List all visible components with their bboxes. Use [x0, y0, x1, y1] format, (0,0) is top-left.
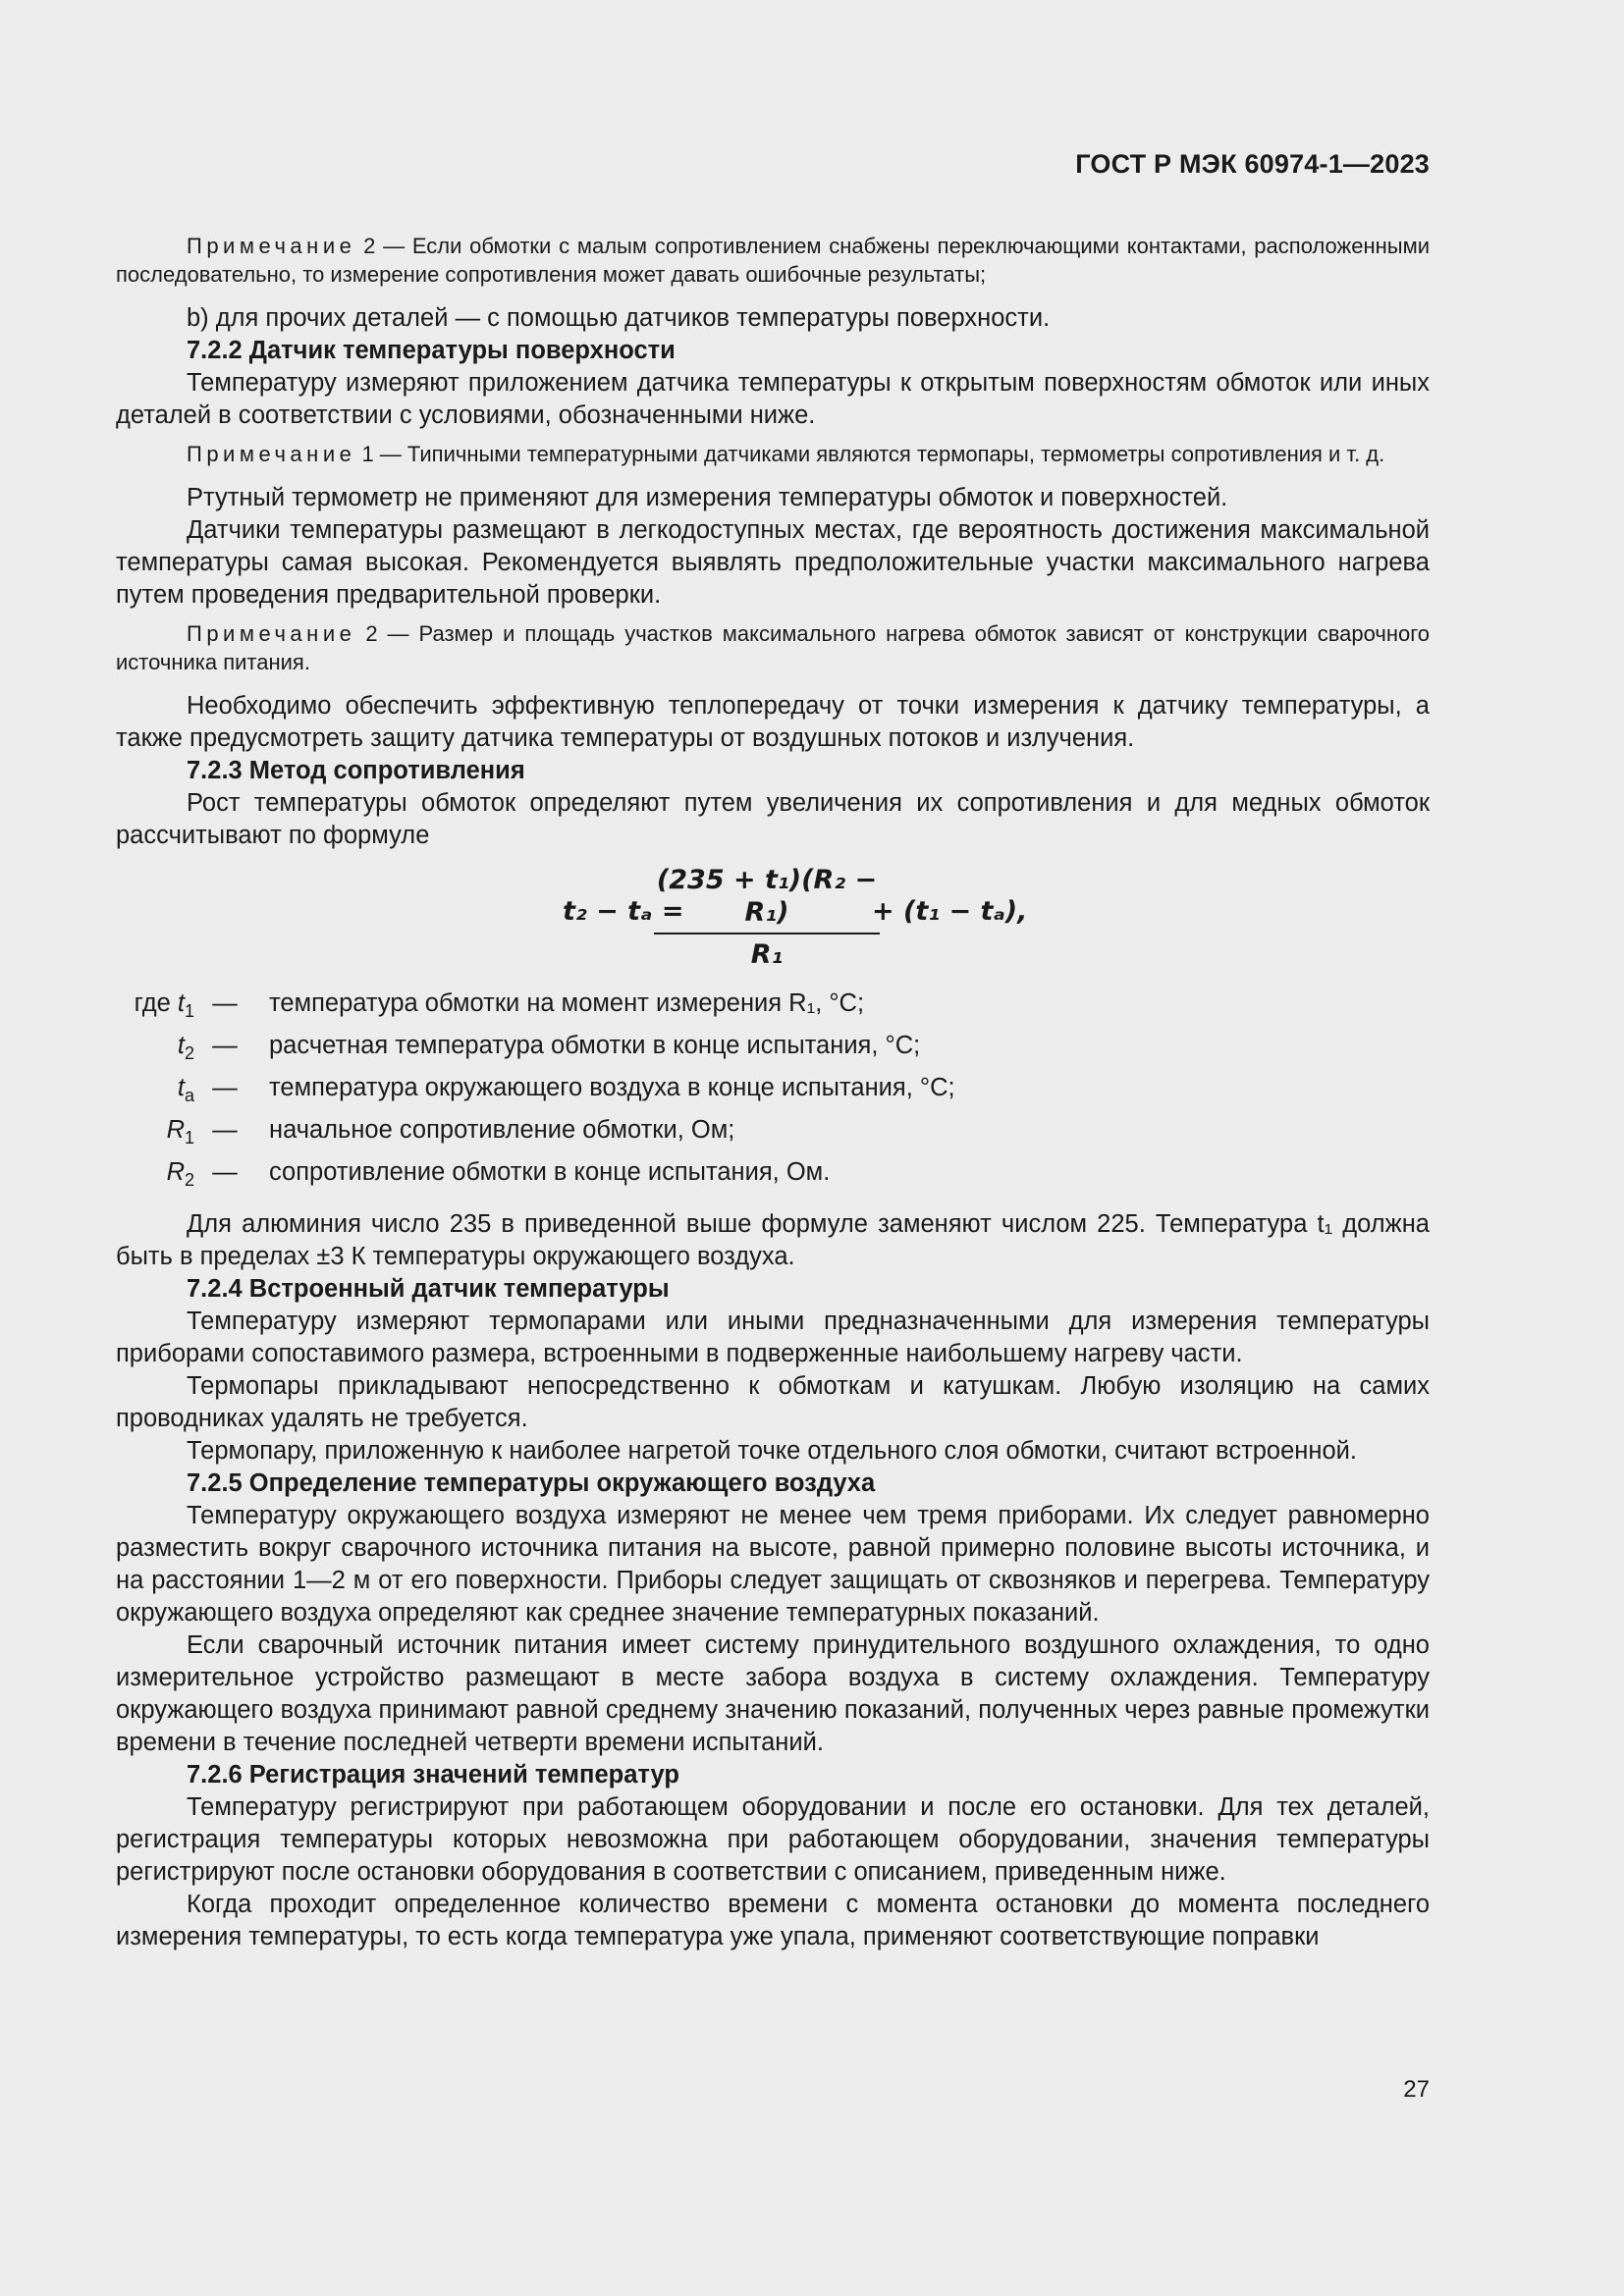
paragraph: Датчики температуры размещают в легкодоступных местах, где вероятность достижения максимальной температуры самая высокая. Рекомендуется выявлять предположительные участки максимального нагрева путем проведения предварительной проверки. — [116, 516, 1430, 609]
paragraph: Когда проходит определенное количество времени с момента остановки до момента последнего измерения температуры, то есть когда температура уже упала, применяют соответствующие поправки — [116, 1891, 1430, 1950]
legend-dash: — — [212, 1032, 238, 1059]
paragraph: Если сварочный источник питания имеет систему принудительного воздушного охлаждения, то одно измерительное устройство размещают в месте забора воздуха в систему охлаждения. Температуру окружающего воздуха принимают равной среднему значению показаний, полученных через равные промежутки времени в течение последней четверти времени испытаний. — [116, 1631, 1430, 1756]
section-heading-7-2-4: 7.2.4 Встроенный датчик температуры — [187, 1275, 670, 1303]
formula-fraction — [654, 864, 880, 971]
paragraph: Температуру окружающего воздуха измеряют не менее чем тремя приборами. Их следует равномерно разместить вокруг сварочного источника питания на высоте, равной примерно половине высоты источника, и на расстоянии 1—2 м от его поверхности. Приборы следует защищать от сквозняков и перегрева. Температуру окружающего воздуха определяют как среднее значение температурных показаний. — [116, 1502, 1430, 1627]
paragraph: Температуру измеряют термопарами или иными предназначенными для измерения температуры приборами сопоставимого размера, встроенными в подверженные наибольшему нагреву части. — [116, 1308, 1430, 1367]
symbol-letter: R — [166, 1158, 185, 1186]
paragraph: b) для прочих деталей — с помощью датчиков температуры поверхности. — [187, 304, 1051, 332]
legend-description: сопротивление обмотки в конце испытания, Ом. — [269, 1158, 831, 1186]
legend-row — [116, 1072, 1430, 1114]
paragraph: Температуру регистрируют при работающем оборудовании и после его остановки. Для тех деталей, регистрация температуры которых невозможна при работающем оборудовании, значения температуры регистрируют после остановки оборудования в соответствии с описанием, приведенным ниже. — [116, 1793, 1430, 1886]
symbol-letter: t — [177, 1032, 185, 1059]
section-heading-7-2-2: 7.2.2 Датчик температуры поверхности — [187, 337, 676, 364]
paragraph: Рост температуры обмоток определяют путем увеличения их сопротивления и для медных обмоток рассчитывают по формуле — [116, 789, 1430, 849]
paragraph: Ртутный термометр не применяют для измерения температуры обмоток и поверхностей. — [187, 484, 1228, 511]
legend-description: температура обмотки на момент измерения R₁, °C; — [269, 989, 865, 1017]
document-page — [116, 0, 1430, 2296]
standard-header: ГОСТ Р МЭК 60974-1—2023 — [1075, 149, 1430, 179]
note-text: 1 — Типичными температурными датчиками являются термопары, термометры сопротивления и т. д. — [355, 442, 1385, 466]
legend-symbol — [116, 1072, 194, 1112]
symbol-subscript: 1 — [184, 1001, 194, 1022]
formula-lhs: t₂ − tₐ = — [563, 896, 684, 927]
symbol-letter: t — [177, 989, 185, 1017]
note-text: 2 — Размер и площадь участков максимального нагрева обмоток зависят от конструкции сварочного источника питания. — [116, 621, 1430, 674]
note-text: 2 — Если обмотки с малым сопротивлением снабжены переключающими контактами, расположенными последовательно, то измерение сопротивления может давать ошибочные результаты; — [116, 234, 1430, 287]
legend-row — [116, 988, 1430, 1030]
legend-description: начальное сопротивление обмотки, Ом; — [269, 1116, 735, 1144]
legend-dash: — — [212, 1074, 238, 1101]
note-label: Примечание — [187, 621, 356, 646]
symbol-subscript: a — [184, 1086, 194, 1106]
note-2-heating-areas — [116, 619, 1430, 676]
document-body — [116, 224, 1430, 1953]
resistance-formula — [116, 864, 1430, 970]
symbol-subscript: 2 — [184, 1043, 194, 1064]
symbol-letter: t — [177, 1074, 185, 1101]
note-1-sensors — [116, 440, 1430, 468]
note-label: Примечание — [187, 442, 356, 466]
symbol-subscript: 1 — [184, 1128, 194, 1148]
note-label: Примечание — [187, 234, 356, 258]
legend-row — [116, 1114, 1430, 1156]
legend-dash: — — [212, 989, 238, 1017]
legend-prefix: где — [134, 989, 171, 1017]
legend-row — [116, 1030, 1430, 1072]
paragraph: Для алюминия число 235 в приведенной выше формуле заменяют числом 225. Температура t₁ должна быть в пределах ±3 К температуры окружающего воздуха. — [116, 1210, 1430, 1270]
legend-row — [116, 1156, 1430, 1199]
section-heading-7-2-6: 7.2.6 Регистрация значений температур — [187, 1761, 679, 1789]
legend-dash: — — [212, 1158, 238, 1186]
legend-description: расчетная температура обмотки в конце испытания, °C; — [269, 1032, 921, 1059]
paragraph: Необходимо обеспечить эффективную теплопередачу от точки измерения к датчику температуры, а также предусмотреть защиту датчика температуры от воздушных потоков и излучения. — [116, 692, 1430, 752]
legend-symbol — [116, 988, 194, 1028]
formula-numerator: (235 + t₁)(R₂ − R₁) — [654, 864, 880, 934]
legend-symbol — [116, 1156, 194, 1197]
section-heading-7-2-5: 7.2.5 Определение температуры окружающего воздуха — [187, 1469, 876, 1497]
paragraph: Температуру измеряют приложением датчика температуры к открытым поверхностям обмоток или иных деталей в соответствии с условиями, обозначенными ниже. — [116, 369, 1430, 429]
formula-rhs: + (t₁ − tₐ), — [872, 896, 1028, 927]
paragraph: Термопару, приложенную к наиболее нагретой точке отдельного слоя обмотки, считают встроенной. — [187, 1437, 1357, 1465]
legend-description: температура окружающего воздуха в конце испытания, °C; — [269, 1074, 955, 1101]
symbol-letter: R — [166, 1116, 185, 1144]
formula-legend — [116, 988, 1430, 1199]
legend-symbol — [116, 1114, 194, 1154]
legend-dash: — — [212, 1116, 238, 1144]
formula-denominator: R₁ — [750, 939, 784, 970]
section-heading-7-2-3: 7.2.3 Метод сопротивления — [187, 757, 525, 784]
paragraph: Термопары прикладывают непосредственно к обмоткам и катушкам. Любую изоляцию на самих проводниках удалять не требуется. — [116, 1372, 1430, 1432]
note-2-contacts — [116, 232, 1430, 289]
page-number: 27 — [1403, 2076, 1430, 2103]
symbol-subscript: 2 — [184, 1170, 194, 1191]
legend-symbol — [116, 1030, 194, 1070]
